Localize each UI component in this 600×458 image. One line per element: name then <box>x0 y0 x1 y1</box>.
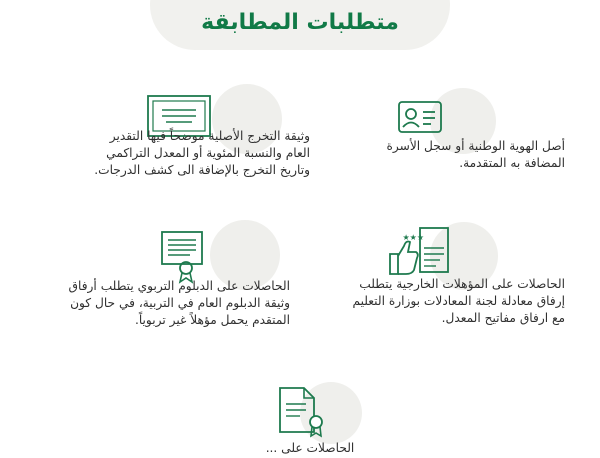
requirement-national-id <box>335 88 565 208</box>
requirement-text: الحاصلات على الدبلوم التربوي يتطلب أرفاق وثيقة الدبلوم العام في التربية، في حال كون المتقدم يحمل مؤهلاً غير تربوياً. <box>68 279 290 327</box>
svg-text:★★★: ★★★ <box>402 233 424 242</box>
requirement-text: الحاصلات على ... <box>265 441 355 455</box>
requirement-graduation-certificate <box>80 82 310 212</box>
requirement-text: الحاصلات على المؤهلات الخارجية يتطلب إرفاق معادلة لجنة المعادلات بوزارة التعليم مع ارفاق مفاتيح المعدل. <box>352 277 565 325</box>
page-title: متطلبات المطابقة <box>201 10 399 35</box>
document-seal-icon <box>268 384 332 440</box>
requirement-text: أصل الهوية الوطنية أو سجل الأسرة المضافة به المتقدمة. <box>386 139 565 170</box>
requirement-text: وثيقة التخرج الأصلية موضحاً فيها التقدير العام والنسبة المئوية أو المعدل التراكمي وتاريخ التخرج بالإضافة الى كشف الدرجات. <box>94 129 310 177</box>
diploma-icon <box>152 228 216 284</box>
requirement-education-diploma <box>60 218 290 358</box>
requirement-foreign-qualifications <box>335 222 565 352</box>
requirement-fifth <box>190 378 420 458</box>
evaluation-form-icon <box>390 224 454 280</box>
